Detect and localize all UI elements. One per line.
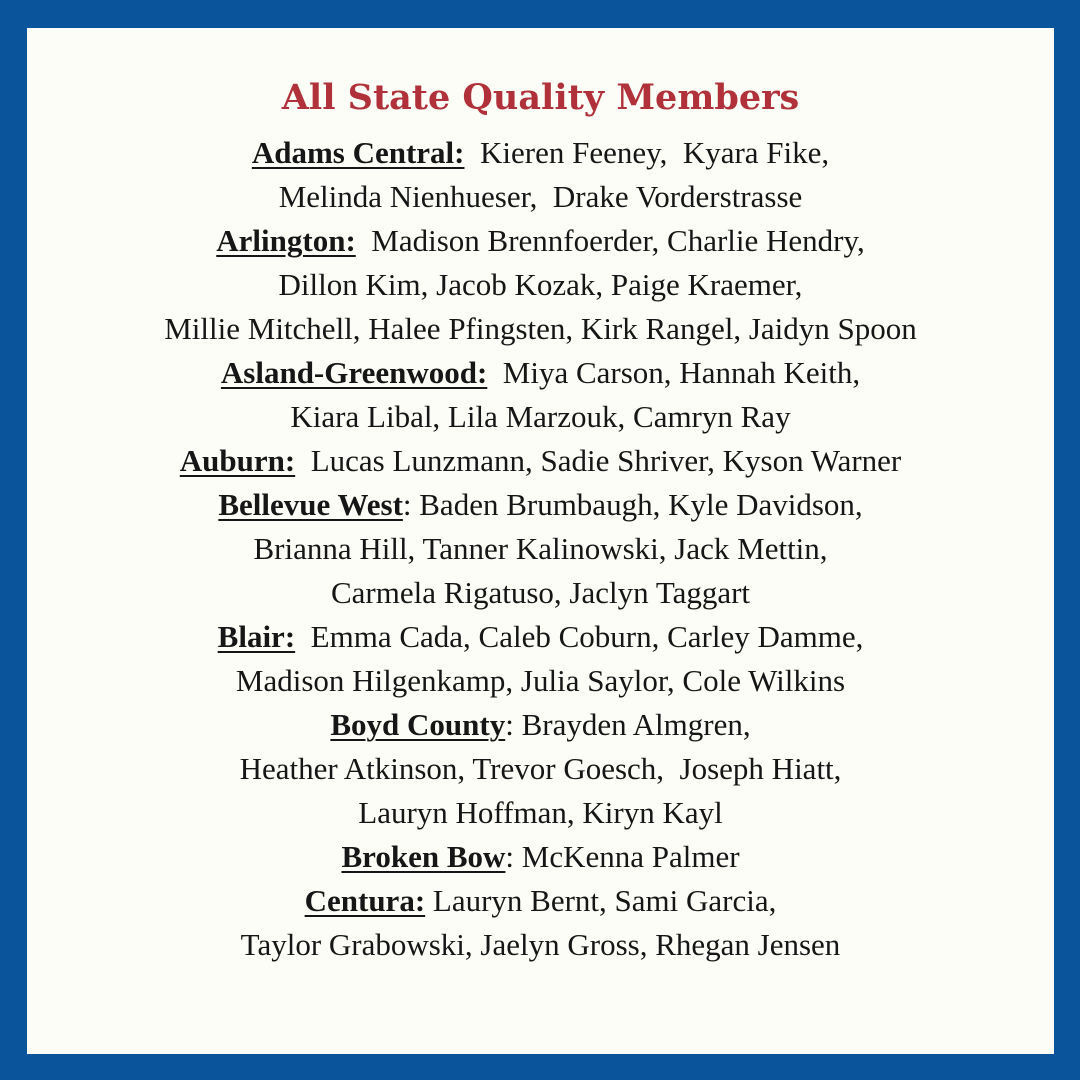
member-names: Dillon Kim, Jacob Kozak, Paige Kraemer, <box>278 267 803 302</box>
member-names: Lauryn Bernt, Sami Garcia, <box>425 883 777 918</box>
member-names: Emma Cada, Caleb Coburn, Carley Damme, <box>295 619 864 654</box>
member-line <box>27 879 1054 923</box>
member-line <box>27 615 1054 659</box>
member-line <box>27 923 1054 967</box>
member-line <box>27 791 1054 835</box>
member-line <box>27 483 1054 527</box>
school-name: Arlington: <box>216 223 356 258</box>
member-line <box>27 571 1054 615</box>
member-line <box>27 527 1054 571</box>
school-name: Adams Central: <box>251 135 465 170</box>
member-names: Millie Mitchell, Halee Pfingsten, Kirk Rangel, Jaidyn Spoon <box>164 311 917 346</box>
school-name: Centura: <box>304 883 426 918</box>
member-line <box>27 703 1054 747</box>
member-names: Heather Atkinson, Trevor Goesch, Joseph Hiatt, <box>239 751 842 786</box>
school-name: Blair: <box>217 619 296 654</box>
school-name: Auburn: <box>179 443 296 478</box>
member-line <box>27 351 1054 395</box>
member-names: Madison Brennfoerder, Charlie Hendry, <box>355 223 865 258</box>
member-names: Brianna Hill, Tanner Kalinowski, Jack Mettin, <box>253 531 828 566</box>
page-title: All State Quality Members <box>281 77 800 118</box>
member-line <box>27 263 1054 307</box>
member-line <box>27 219 1054 263</box>
member-line <box>27 659 1054 703</box>
member-names: Lucas Lunzmann, Sadie Shriver, Kyson Warner <box>295 443 902 478</box>
member-names: Lauryn Hoffman, Kiryn Kayl <box>358 795 723 830</box>
member-names: Kieren Feeney, Kyara Fike, <box>464 135 830 170</box>
member-line <box>27 307 1054 351</box>
member-line <box>27 747 1054 791</box>
member-line <box>27 131 1054 175</box>
member-names: Taylor Grabowski, Jaelyn Gross, Rhegan Jensen <box>240 927 841 962</box>
school-name: Broken Bow <box>341 839 506 874</box>
member-line <box>27 835 1054 879</box>
content-panel <box>27 28 1054 1054</box>
member-names: Miya Carson, Hannah Keith, <box>487 355 861 390</box>
member-line <box>27 175 1054 219</box>
school-name: Asland-Greenwood: <box>220 355 488 390</box>
member-list <box>27 131 1054 967</box>
school-name: Bellevue West <box>218 487 403 522</box>
member-names: Carmela Rigatuso, Jaclyn Taggart <box>330 575 751 610</box>
member-names: Madison Hilgenkamp, Julia Saylor, Cole Wilkins <box>235 663 846 698</box>
member-names: : Brayden Almgren, <box>505 707 751 742</box>
school-name: Boyd County <box>330 707 506 742</box>
member-names: : McKenna Palmer <box>505 839 740 874</box>
member-names: Kiara Libal, Lila Marzouk, Camryn Ray <box>290 399 791 434</box>
member-names: Melinda Nienhueser, Drake Vorderstrasse <box>278 179 803 214</box>
member-line <box>27 395 1054 439</box>
member-line <box>27 439 1054 483</box>
member-names: : Baden Brumbaugh, Kyle Davidson, <box>402 487 863 522</box>
